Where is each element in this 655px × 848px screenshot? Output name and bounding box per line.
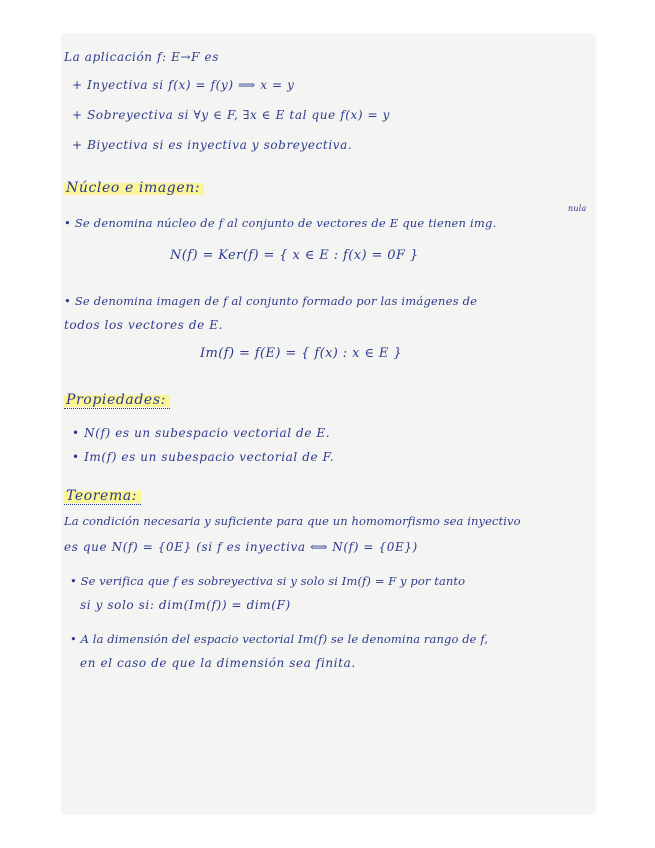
teorema-rank-line-2: en el caso de que la dimensión sea finita.: [80, 656, 356, 670]
teorema-rank-line-1: • A la dimensión del espacio vectorial Im(f) se le denomina rango de f,: [70, 632, 489, 646]
propiedad-image: • Im(f) es un subespacio vectorial de F.: [72, 450, 335, 464]
intro-line-surjective: + Sobreyectiva si ∀y ∈ F, ∃x ∈ E tal que f(x) = y: [72, 108, 391, 122]
superscript-note: nula: [568, 204, 587, 213]
intro-line-bijective: + Biyectiva si es inyectiva y sobreyectiva.: [72, 138, 353, 152]
teorema-surjective-line-2: si y solo si: dim(Im(f)) = dim(F): [80, 598, 291, 612]
section-heading-teorema: Teorema:: [64, 488, 141, 505]
teorema-statement-line-2: es que N(f) = {0E} (si f es inyectiva ⟺ N(f) = {0E}): [64, 540, 418, 554]
teorema-surjective-line-1: • Se verifica que f es sobreyectiva si y solo si Im(f) = F y por tanto: [70, 574, 466, 588]
teorema-statement-line-1: La condición necesaria y suficiente para que un homomorfismo sea inyectivo: [64, 514, 521, 528]
propiedad-kernel: • N(f) es un subespacio vectorial de E.: [72, 426, 331, 440]
image-formula: Im(f) = f(E) = { f(x) : x ∈ E }: [200, 346, 403, 361]
nucleo-definition: • Se denomina núcleo de f al conjunto de vectores de E que tienen img.: [64, 216, 497, 230]
intro-line-1: La aplicación f: E→F es: [64, 50, 219, 64]
section-heading-nucleo: Núcleo e imagen:: [64, 180, 204, 196]
intro-line-injective: + Inyectiva si f(x) = f(y) ⟹ x = y: [72, 78, 295, 92]
kernel-formula: N(f) = Ker(f) = { x ∈ E : f(x) = 0F }: [170, 248, 419, 263]
notebook-page: [62, 34, 595, 814]
section-heading-propiedades: Propiedades:: [64, 392, 170, 409]
imagen-definition-line-1: • Se denomina imagen de f al conjunto formado por las imágenes de: [64, 294, 478, 308]
imagen-definition-line-2: todos los vectores de E.: [64, 318, 223, 332]
